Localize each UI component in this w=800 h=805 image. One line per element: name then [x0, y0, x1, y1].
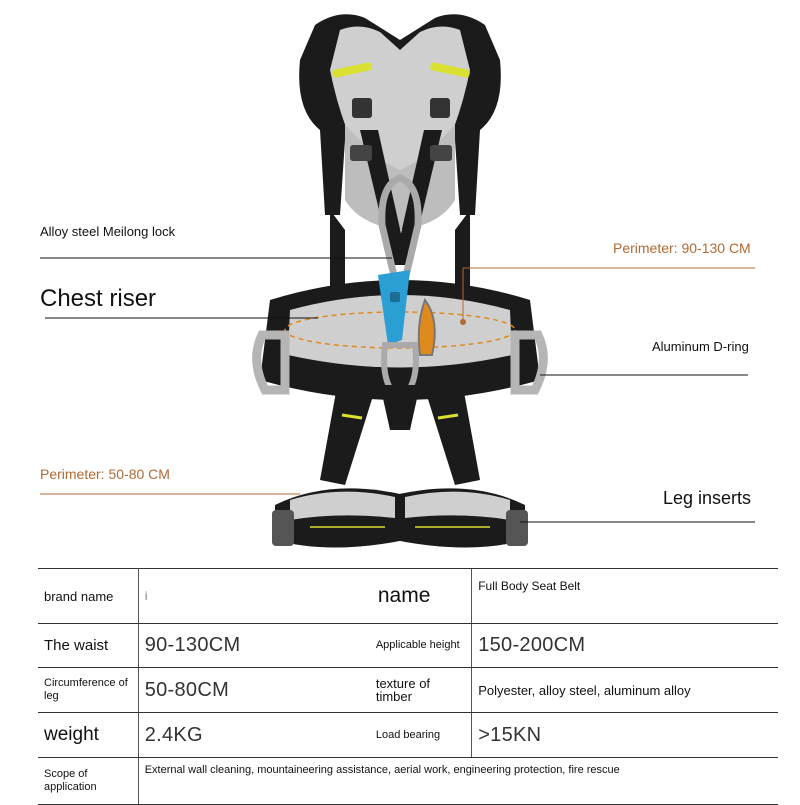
callout-aluminum-d-ring: Aluminum D-ring: [652, 339, 749, 354]
spec-value-weight: 2.4KG: [138, 713, 370, 758]
spec-key-leg: Circumference of leg: [38, 668, 138, 713]
spec-key-name: name: [370, 569, 472, 624]
spec-key-waist: The waist: [38, 624, 138, 668]
callout-perimeter-leg: Perimeter: 50-80 CM: [40, 466, 170, 482]
spec-key-scope: Scope of application: [38, 758, 138, 805]
spec-value-leg: 50-80CM: [138, 668, 370, 713]
table-row: [38, 624, 778, 668]
leg-straps: [320, 370, 480, 485]
callout-alloy-steel-lock: Alloy steel Meilong lock: [40, 224, 176, 239]
table-row: [38, 758, 778, 805]
spec-key-weight: weight: [38, 713, 138, 758]
table-row: [38, 668, 778, 713]
callout-leg-inserts: Leg inserts: [663, 488, 752, 508]
leg-inserts: [272, 488, 528, 547]
specifications-table: [38, 568, 778, 805]
spec-key-texture: texture of timber: [370, 668, 472, 713]
spec-value-brand: i: [138, 569, 370, 624]
spec-key-load: Load bearing: [370, 713, 472, 758]
callout-chest-riser: Chest riser: [40, 285, 157, 312]
spec-key-brand: brand name: [38, 569, 138, 624]
spec-value-waist: 90-130CM: [138, 624, 370, 668]
table-row: [38, 713, 778, 758]
table-row: [38, 569, 778, 624]
spec-value-texture: Polyester, alloy steel, aluminum alloy: [472, 668, 778, 713]
spec-key-height: Applicable height: [370, 624, 472, 668]
callout-perimeter-waist: Perimeter: 90-130 CM: [613, 240, 751, 256]
spec-value-scope: External wall cleaning, mountaineering assistance, aerial work, engineering protection, fire rescue: [138, 758, 778, 805]
shoulder-pads: [299, 14, 501, 230]
spec-value-height: 150-200CM: [472, 624, 778, 668]
spec-value-load: >15KN: [472, 713, 778, 758]
spec-value-name: Full Body Seat Belt: [472, 569, 778, 624]
